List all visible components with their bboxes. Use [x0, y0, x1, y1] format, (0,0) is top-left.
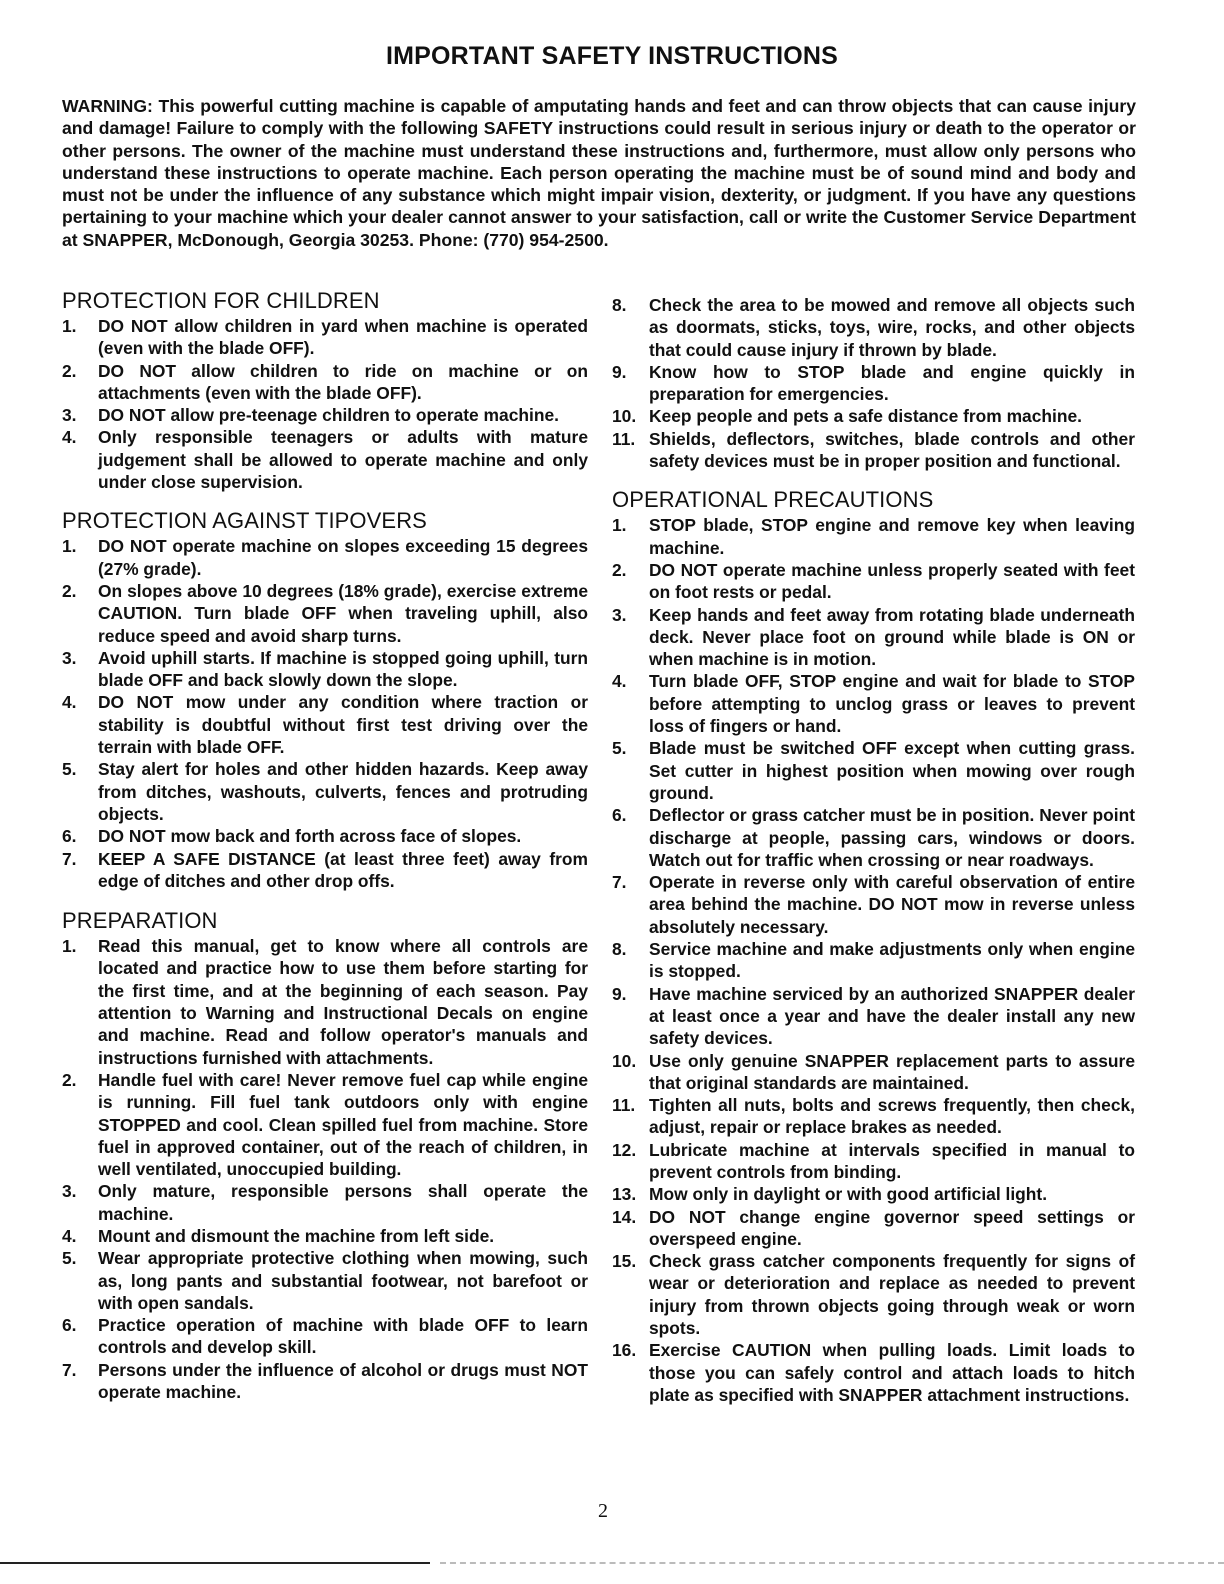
- list-item: [62, 404, 588, 426]
- item-text: DO NOT mow under any condition where traction or stability is doubtful without first test driving over the terrain with blade OFF.: [98, 692, 588, 758]
- left-column: [62, 288, 588, 1403]
- list-item: [62, 647, 588, 692]
- item-text: Lubricate machine at intervals specified in manual to prevent controls from binding.: [649, 1139, 1135, 1182]
- item-text: Shields, deflectors, switches, blade controls and other safety devices must be in proper position and functional.: [649, 428, 1135, 472]
- item-text: DO NOT allow children to ride on machine or on attachments (even with the blade OFF).: [98, 360, 588, 403]
- list-item: [612, 938, 1135, 983]
- item-number: 13.: [612, 1184, 637, 1205]
- list-item: [62, 691, 588, 758]
- item-number: 6.: [62, 826, 77, 847]
- item-text: STOP blade, STOP engine and remove key when leaving machine.: [649, 515, 1135, 558]
- list-item: [612, 1139, 1135, 1184]
- list-item: [612, 1206, 1135, 1251]
- item-number: 1.: [62, 316, 77, 336]
- item-text: Tighten all nuts, bolts and screws frequently, then check, adjust, repair or replace brakes as needed.: [649, 1095, 1135, 1138]
- list-item: [612, 737, 1135, 804]
- item-number: 7.: [62, 848, 77, 869]
- list-item: [612, 294, 1135, 361]
- item-number: 8.: [612, 939, 627, 960]
- item-text: On slopes above 10 degrees (18% grade), exercise extreme CAUTION. Turn blade OFF when traveling uphill, also reduce speed and avoid sharp turns.: [98, 580, 588, 646]
- item-text: Turn blade OFF, STOP engine and wait for blade to STOP before attempting to unclog grass or leaves to prevent loss of fingers or hand.: [649, 671, 1135, 737]
- list-item: [612, 1339, 1135, 1406]
- list-item: [62, 535, 588, 580]
- list-item: [612, 428, 1135, 473]
- instruction-list: [612, 514, 1135, 1406]
- list-item: [612, 361, 1135, 406]
- list-item: [62, 1314, 588, 1359]
- item-number: 1.: [62, 536, 77, 557]
- item-number: 1.: [612, 515, 627, 536]
- list-item: [62, 1069, 588, 1180]
- item-text: Operate in reverse only with careful observation of entire area behind the machine. DO NOT mow in reverse unless absolutely necessary.: [649, 872, 1135, 937]
- item-text: Use only genuine SNAPPER replacement parts to assure that original standards are maintained.: [649, 1050, 1135, 1093]
- item-text: Exercise CAUTION when pulling loads. Limit loads to those you can safely control and attach loads to hitch plate as specified with SNAPPER attachment instructions.: [649, 1340, 1135, 1405]
- item-text: Wear appropriate protective clothing when mowing, such as, long pants and substantial footwear, not barefoot or with open sandals.: [98, 1248, 588, 1313]
- item-number: 2.: [62, 1069, 77, 1090]
- list-item: [612, 1250, 1135, 1339]
- item-text: Only responsible teenagers or adults with mature judgement shall be allowed to operate machine and only under close supervision.: [98, 427, 588, 493]
- item-text: Blade must be switched OFF except when cutting grass. Set cutter in highest position when mowing over rough ground.: [649, 738, 1135, 803]
- section-heading: PROTECTION FOR CHILDREN: [62, 288, 380, 313]
- item-text: Have machine serviced by an authorized SNAPPER dealer at least once a year and have the dealer install any new safety devices.: [649, 983, 1135, 1049]
- item-text: Read this manual, get to know where all controls are located and practice how to use them before starting for the first time, and at the beginning of each season. Pay attention to Warning and Instructional Decals on engine and machine. Read and follow operator's manuals and instructions furnished with attachments.: [98, 936, 588, 1068]
- list-item: [612, 604, 1135, 671]
- item-number: 4.: [62, 427, 77, 448]
- footer-rule: [0, 1562, 430, 1564]
- item-text: Check grass catcher components frequently for signs of wear or deterioration and replace as needed to prevent injury from thrown objects going through weak or worn spots.: [649, 1251, 1135, 1339]
- list-item: [62, 315, 588, 360]
- item-text: DO NOT allow children in yard when machine is operated (even with the blade OFF).: [98, 316, 588, 359]
- right-column: [612, 294, 1135, 1406]
- item-number: 1.: [62, 936, 77, 957]
- item-text: Know how to STOP blade and engine quickly in preparation for emergencies.: [649, 361, 1135, 405]
- instruction-list: [62, 535, 588, 892]
- item-text: Avoid uphill starts. If machine is stopped going uphill, turn blade OFF and back slowly down the slope.: [98, 647, 588, 691]
- item-number: 10.: [612, 406, 637, 427]
- item-number: 7.: [62, 1359, 77, 1380]
- section-operational: [612, 487, 1135, 1406]
- item-number: 9.: [612, 361, 627, 382]
- item-number: 6.: [62, 1315, 77, 1336]
- page-title: IMPORTANT SAFETY INSTRUCTIONS: [385, 42, 839, 70]
- item-text: Stay alert for holes and other hidden hazards. Keep away from ditches, washouts, culverts, fences and protruding objects.: [98, 759, 588, 824]
- item-text: Check the area to be mowed and remove all objects such as doormats, sticks, toys, wire, rocks, and other objects that could cause injury if thrown by blade.: [649, 295, 1135, 360]
- item-text: Keep people and pets a safe distance from machine.: [649, 406, 1082, 427]
- item-text: DO NOT operate machine unless properly seated with feet on foot rests or pedal.: [649, 559, 1135, 603]
- item-number: 3.: [62, 405, 77, 426]
- list-item: [612, 871, 1135, 938]
- instruction-list: [62, 935, 588, 1403]
- instruction-list: [612, 294, 1135, 472]
- item-number: 8.: [612, 295, 627, 315]
- item-number: 16.: [612, 1340, 637, 1361]
- list-item: [62, 360, 588, 405]
- item-number: 3.: [62, 1181, 77, 1202]
- warning-paragraph: WARNING: This powerful cutting machine is capable of amputating hands and feet and can throw objects that can cause injury and damage! Failure to comply with the following SAFETY instructions could result in serious injury or death to the operator or other persons. The owner of the machine must understand these instructions and, furthermore, must allow only persons who understand these instructions to operate machine. Each person operating the machine must be of sound mind and body and must not be under the influence of any substance which might impair vision, dexterity, or judgment. If you have any questions pertaining to your machine which your dealer cannot answer to your satisfaction, call or write the Customer Service Department at SNAPPER, McDonough, Georgia 30253. Phone: (770) 954-2500.: [62, 96, 1136, 250]
- item-number: 7.: [612, 872, 627, 893]
- page-number: 2: [598, 1500, 608, 1522]
- item-number: 4.: [612, 671, 627, 692]
- list-item: [62, 1225, 588, 1247]
- item-text: KEEP A SAFE DISTANCE (at least three feet) away from edge of ditches and other drop offs.: [98, 848, 588, 891]
- list-item: [62, 580, 588, 647]
- item-number: 9.: [612, 983, 627, 1004]
- item-number: 5.: [62, 759, 77, 780]
- item-text: Deflector or grass catcher must be in position. Never point discharge at people, passing cars, windows or doors. Watch out for traffic when crossing or near roadways.: [649, 805, 1135, 870]
- item-text: Mow only in daylight or with good artificial light.: [649, 1184, 1048, 1205]
- list-item: [612, 1183, 1135, 1205]
- item-text: Practice operation of machine with blade OFF to learn controls and develop skill.: [98, 1315, 588, 1358]
- item-text: Service machine and make adjustments only when engine is stopped.: [649, 939, 1135, 982]
- instruction-list: [62, 315, 588, 493]
- item-number: 5.: [612, 738, 627, 759]
- list-item: [62, 935, 588, 1069]
- list-item: [612, 514, 1135, 559]
- item-number: 2.: [62, 360, 77, 381]
- item-text: Persons under the influence of alcohol or drugs must NOT operate machine.: [98, 1359, 588, 1403]
- item-number: 12.: [612, 1139, 637, 1160]
- list-item: [612, 1050, 1135, 1095]
- item-number: 2.: [612, 559, 627, 580]
- list-item: [62, 1359, 588, 1404]
- item-text: DO NOT allow pre-teenage children to operate machine.: [98, 405, 559, 426]
- list-item: [612, 1094, 1135, 1139]
- footer-rule-dashed: [440, 1562, 1224, 1564]
- list-item: [612, 559, 1135, 604]
- item-number: 6.: [612, 805, 627, 826]
- list-item: [612, 670, 1135, 737]
- list-item: [62, 1247, 588, 1314]
- item-number: 10.: [612, 1050, 637, 1071]
- list-item: [62, 848, 588, 893]
- list-item: [62, 426, 588, 493]
- item-text: Keep hands and feet away from rotating blade underneath deck. Never place foot on ground while blade is ON or when machine is in motion.: [649, 604, 1135, 670]
- item-number: 2.: [62, 580, 77, 601]
- item-number: 4.: [62, 1225, 77, 1246]
- item-number: 11.: [612, 1095, 636, 1116]
- section-heading: PREPARATION: [62, 908, 218, 934]
- item-number: 14.: [612, 1206, 637, 1227]
- item-text: Handle fuel with care! Never remove fuel cap while engine is running. Fill fuel tank outdoors only with engine STOPPED and cool. Clean spilled fuel from machine. Store fuel in approved container, out of the reach of children, in well ventilated, unoccupied building.: [98, 1069, 588, 1180]
- item-number: 4.: [62, 692, 77, 713]
- item-text: DO NOT operate machine on slopes exceeding 15 degrees (27% grade).: [98, 536, 588, 579]
- section-heading: OPERATIONAL PRECAUTIONS: [612, 487, 934, 513]
- item-number: 5.: [62, 1248, 77, 1269]
- list-item: [612, 983, 1135, 1050]
- item-text: Mount and dismount the machine from left side.: [98, 1225, 495, 1246]
- section-children: [62, 288, 588, 493]
- list-item: [62, 1180, 588, 1225]
- section-preparation-continued: [612, 294, 1135, 472]
- item-text: DO NOT mow back and forth across face of slopes.: [98, 826, 522, 847]
- list-item: [62, 825, 588, 847]
- item-number: 11.: [612, 428, 636, 449]
- item-text: Only mature, responsible persons shall operate the machine.: [98, 1181, 588, 1224]
- list-item: [612, 405, 1135, 427]
- list-item: [612, 804, 1135, 871]
- item-text: DO NOT change engine governor speed settings or overspeed engine.: [649, 1206, 1135, 1249]
- section-preparation: [62, 908, 588, 1403]
- item-number: 15.: [612, 1251, 637, 1272]
- section-heading: PROTECTION AGAINST TIPOVERS: [62, 508, 427, 534]
- section-tipovers: [62, 508, 588, 892]
- item-number: 3.: [612, 604, 627, 625]
- list-item: [62, 758, 588, 825]
- item-number: 3.: [62, 647, 77, 668]
